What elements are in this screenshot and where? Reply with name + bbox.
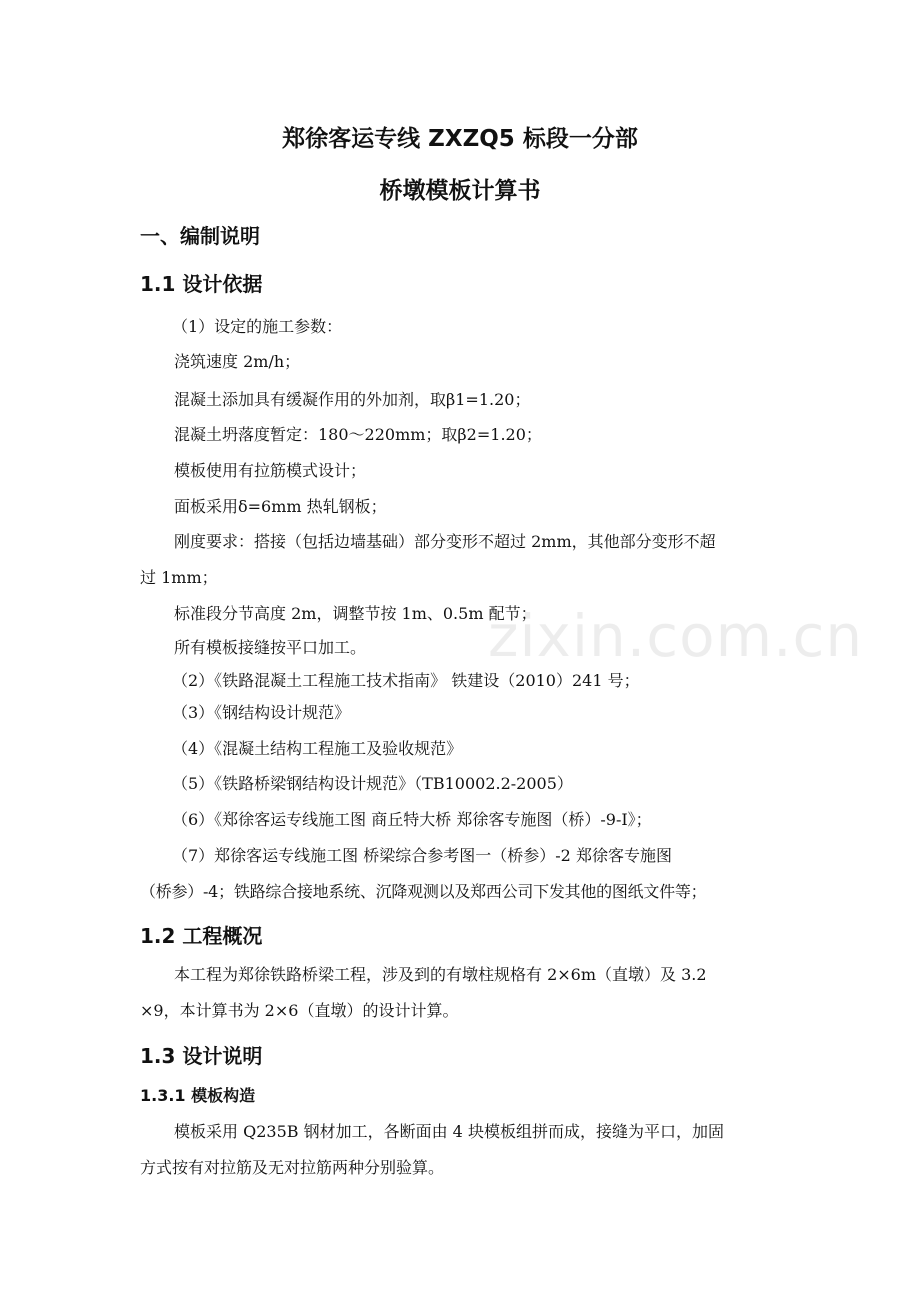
item-7-line-2: （桥参）-4；铁路综合接地系统、沉降观测以及郑西公司下发其他的图纸文件等； [140,882,707,901]
item-6: （6）《郑徐客运专线施工图 商丘特大桥 郑徐客专施图（桥）-9-Ⅰ》； [172,810,652,829]
overview-line-1: 本工程为郑徐铁路桥梁工程，涉及到的有墩柱规格有 2×6m（直墩）及 3.2 [174,965,707,984]
item-2: （2）《铁路混凝土工程施工技术指南》 铁建设（2010）241 号； [172,671,640,690]
title-line-1: 郑徐客运专线 ZXZQ5 标段一分部 [282,126,638,152]
item-7-line-1: （7）郑徐客运专线施工图 桥梁综合参考图一（桥参）-2 郑徐客专施图 [172,846,672,865]
section-1-3-1-heading: 1.3.1 模板构造 [140,1086,256,1105]
param-section: 标准段分节高度 2m，调整节按 1m、0.5m 配节； [174,604,537,623]
param-stiffness-line-2: 过 1mm； [140,568,218,587]
section-1-heading: 一、编制说明 [140,224,260,248]
item-4: （4）《混凝土结构工程施工及验收规范》 [172,739,463,758]
overview-line-2: ×9，本计算书为 2×6（直墩）的设计计算。 [140,1001,459,1020]
item-1: （1）设定的施工参数： [172,317,343,336]
section-1-1-heading: 1.1 设计依据 [140,272,263,296]
section-1-2-heading: 1.2 工程概况 [140,924,263,948]
param-tie: 模板使用有拉筋模式设计； [174,461,367,480]
section-1-3-heading: 1.3 设计说明 [140,1044,263,1068]
param-pour-speed: 浇筑速度 2m/h； [174,352,301,371]
item-5: （5）《铁路桥梁钢结构设计规范》（TB10002.2-2005） [172,774,573,793]
param-joint: 所有模板接缝按平口加工。 [174,638,367,657]
construction-line-1: 模板采用 Q235B 钢材加工，各断面由 4 块模板组拼而成，接缝为平口，加固 [174,1122,724,1141]
param-panel: 面板采用δ=6mm 热轧钢板； [174,497,387,516]
param-stiffness-line-1: 刚度要求：搭接（包括边墙基础）部分变形不超过 2mm，其他部分变形不超 [174,532,716,551]
construction-line-2: 方式按有对拉筋及无对拉筋两种分别验算。 [140,1158,445,1177]
param-additive: 混凝土添加具有缓凝作用的外加剂，取β1=1.20； [174,390,531,409]
param-slump: 混凝土坍落度暂定：180～220mm；取β2=1.20； [174,425,542,444]
title-line-2: 桥墩模板计算书 [379,178,541,204]
item-3: （3）《钢结构设计规范》 [172,703,351,722]
watermark: zixin.com.cn [488,602,864,670]
